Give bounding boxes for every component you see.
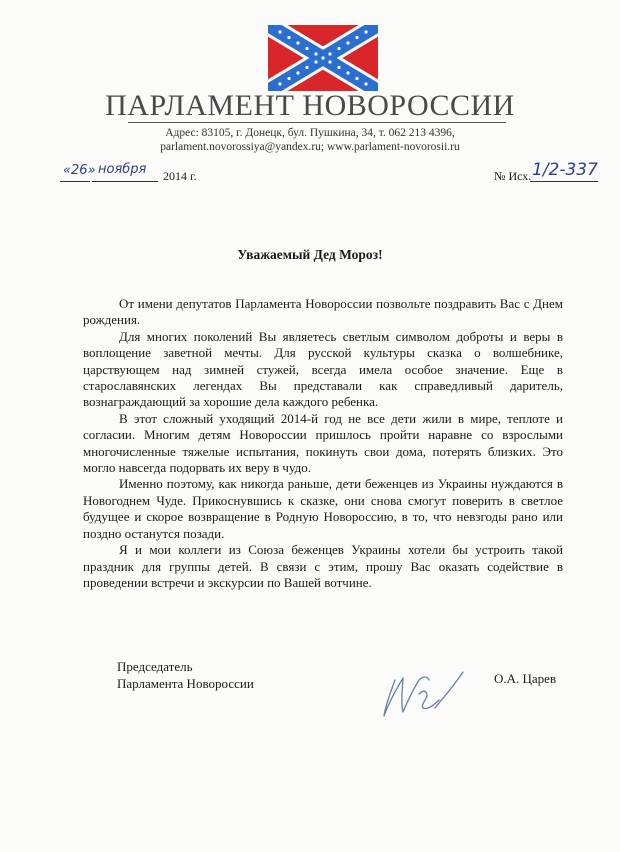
letter-body xyxy=(83,296,563,591)
date-day: «26» xyxy=(63,163,96,178)
reference-underline xyxy=(530,181,598,182)
address-line-2: parlament.novorossiya@yandex.ru; www.parlament-novorosii.ru xyxy=(160,141,460,153)
date-month: ноября xyxy=(98,162,147,177)
signatory-name: О.А. Царев xyxy=(494,671,557,686)
date-year: 2014 г. xyxy=(163,169,197,183)
signatory-title xyxy=(117,658,254,692)
paragraph-3: В этот сложный уходящий 2014-й год не все дети жили в мире, теплоте и согласии. Многим детям Новороссии пришлось пройти наравне со взрослыми многочисленные тяжелые испытания, покинуть свои дома, потерять близких. Это могло навсегда подорвать их веру в чудо. xyxy=(83,410,563,476)
paragraph-2: Для многих поколений Вы являетесь светлым символом доброты и веры в воплощение заветной мечты. Для русской культуры сказка о волшебнике, царствующем над зимней стужей, всегда имела особое значение. Еще в старославянских легендах Вы представали как справедливый даритель, вознаграждающий за хорошие дела каждого ребенка. xyxy=(83,328,563,410)
reference-label: № Исх. xyxy=(494,169,532,183)
date-day-underline xyxy=(60,181,90,182)
signatory-title-line-2: Парламента Новороссии xyxy=(117,676,254,691)
letter-greeting: Уважаемый Дед Мороз! xyxy=(237,247,383,262)
header-divider xyxy=(128,122,506,123)
organization-title: ПАРЛАМЕНТ НОВОРОССИИ xyxy=(105,89,515,122)
handwritten-signature-icon xyxy=(375,650,475,722)
novorossiya-flag-icon xyxy=(268,25,378,91)
date-month-underline xyxy=(92,181,158,182)
paragraph-1: От имени депутатов Парламента Новороссии позвольте поздравить Вас с Днем рождения. xyxy=(83,296,563,328)
signatory-title-line-1: Председатель xyxy=(117,659,193,674)
reference-number: 1/2-337 xyxy=(532,160,598,180)
paragraph-4: Именно поэтому, как никогда раньше, дети беженцев из Украины нуждаются в Новогоднем Чуде. Прикоснувшись к сказке, они снова смогут поверить в светлое будущее и скорое возвращение в Родную Новороссию, в то, что невзгоды рано или поздно останутся позади. xyxy=(83,476,563,541)
address-line-1: Адрес: 83105, г. Донецк, бул. Пушкина, 34, т. 062 213 4396, xyxy=(165,127,455,139)
paragraph-5: Я и мои коллеги из Союза беженцев Украины хотели бы устроить такой праздник для группы детей. В связи с этим, прошу Вас оказать содействие в проведении встречи и экскурсии по Вашей вотчине. xyxy=(83,542,563,590)
